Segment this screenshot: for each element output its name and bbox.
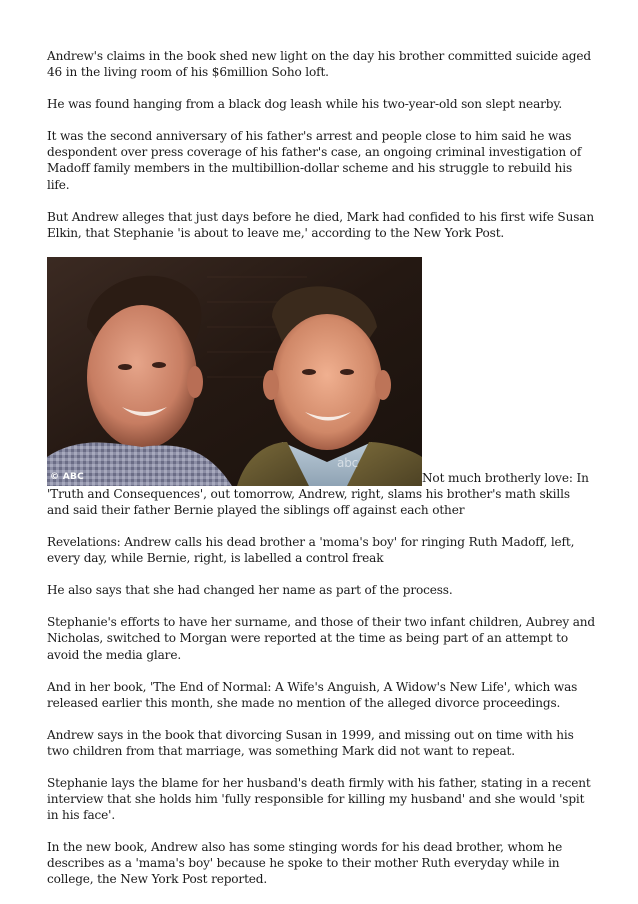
paragraph: But Andrew alleges that just days before he died, Mark had confided to his first wife Susan Elkin, that Stephanie 'is about to leave me,' according to the New York Post. (47, 209, 594, 240)
paragraph: And in her book, 'The End of Normal: A Wife's Anguish, A Widow's New Life', which was released earlier this month, she made no mention of the alleged divorce proceedings. (47, 679, 578, 710)
paragraph: Andrew's claims in the book shed new light on the day his brother committed suicide aged 46 in the living room of his $6million Soho loft. (47, 49, 591, 80)
paragraph: Revelations: Andrew calls his dead brother a 'moma's boy' for ringing Ruth Madoff, left, every day, while Bernie, right, is labelled a control freak (47, 535, 575, 566)
paragraph: He was found hanging from a black dog leash while his two-year-old son slept nearby. (47, 97, 563, 112)
photo-with-caption (47, 257, 595, 518)
paragraph: Andrew says in the book that divorcing Susan in 1999, and missing out on time with his two children from that marriage, was something Mark did not want to repeat. (47, 727, 574, 758)
paragraph: Stephanie lays the blame for her husband's death firmly with his father, stating in a recent interview that she holds him 'fully responsible for killing my husband' and she would 'spit in his face'. (47, 775, 591, 823)
paragraph: It was the second anniversary of his father's arrest and people close to him said he was despondent over press coverage of his father's case, an ongoing criminal investigation of Madoff family members in the multibillion-dollar scheme and his struggle to rebuild his life. (47, 129, 582, 192)
abc-copyright-watermark: © ABC (50, 471, 85, 482)
paragraph: Stephanie's efforts to have her surname, and those of their two infant children, Aubrey and Nicholas, switched to Morgan were reported at the time as being part of an attempt to avoid the media glare. (47, 615, 596, 662)
paragraph: He also says that she had changed her name as part of the process. (47, 583, 453, 598)
article-photo (47, 257, 422, 486)
photo-image (47, 257, 422, 486)
article-body (47, 48, 595, 904)
paragraph: In the new book, Andrew also has some stinging words for his dead brother, whom he describes as a 'mama's boy' because he spoke to their mother Ruth everyday while in college, the New York Post reported. (47, 840, 563, 887)
photo-caption: Not much brotherly love: In 'Truth and Consequences', out tomorrow, Andrew, right, slams his brother's math skills and said their father Bernie played the siblings off against each other (47, 470, 589, 517)
abc-logo-watermark: abc (337, 455, 359, 470)
